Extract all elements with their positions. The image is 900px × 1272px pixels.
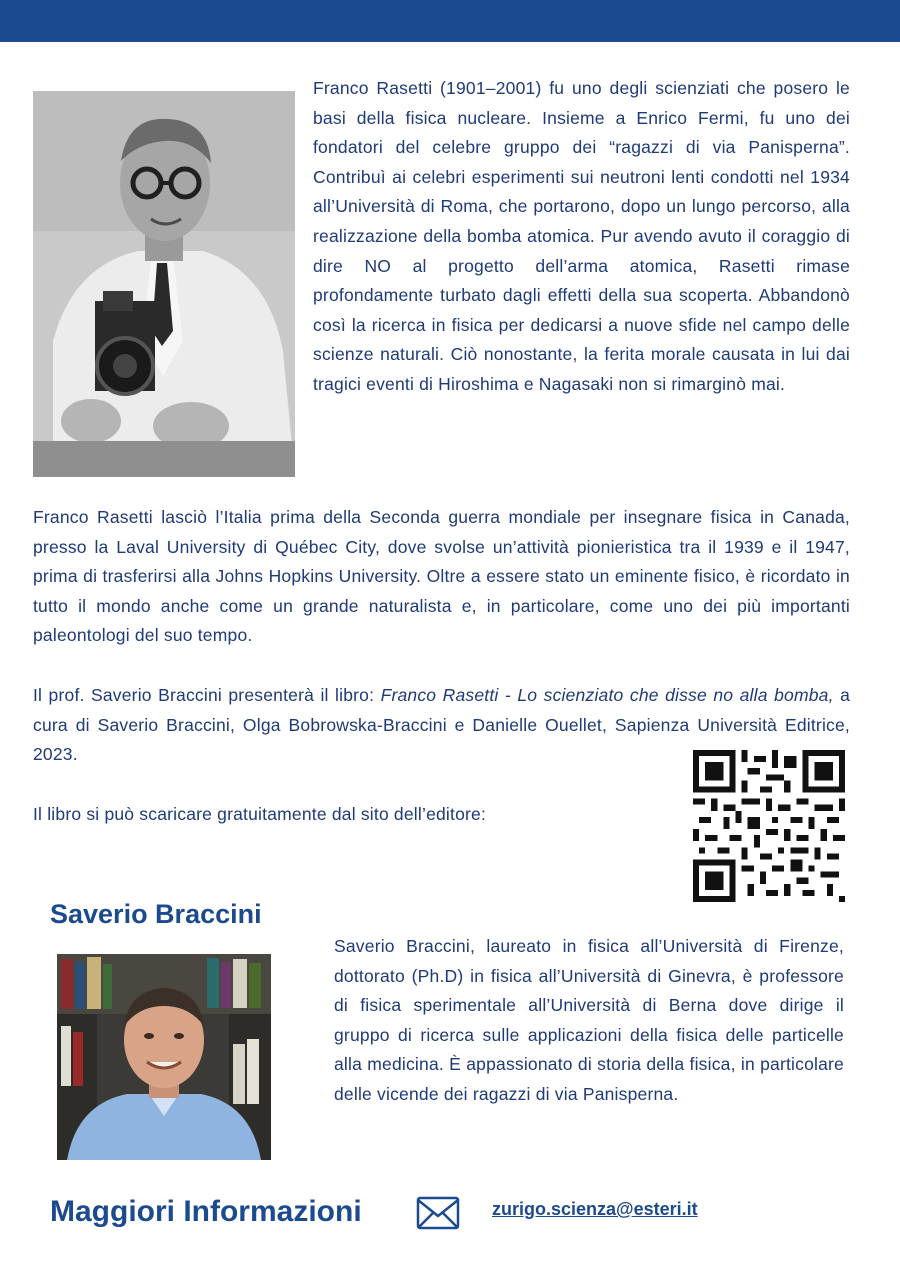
envelope-icon [416, 1196, 460, 1230]
qr-code[interactable] [693, 750, 845, 902]
intro-paragraph: Franco Rasetti (1901–2001) fu uno degli scienziati che posero le basi della fisica nucleare. Insieme a Enrico Fermi, fu uno dei fondatori del celebre gruppo dei “ragazzi di via Panisperna”. Contribuì ai celebri esperimenti sui neutroni lenti condotti nel 1934 all’Università di Roma, che portarono, dopo un lungo percorso, alla realizzazione della bomba atomica. Pur avendo avuto il coraggio di dire NO al progetto dell’arma atomica, Rasetti rimase profondamente turbato dagli effetti della sua scoperta. Abbandonò così la ricerca in fisica per dedicarsi a nuove sfide nel campo delle scienze naturali. Ciò nonostante, la ferita morale causata in lui dai tragici eventi di Hiroshima e Nagasaki non si rimarginò mai. [313, 78, 850, 394]
speaker-bio: Saverio Braccini, laureato in fisica all’Università di Firenze, dottorato (Ph.D) in fisica all’Università di Ginevra, è professore di fisica sperimentale all’Università di Berna dove dirige il gruppo di ricerca sulle applicazioni della fisica delle particelle alla medicina. È appassionato di storia della fisica, in particolare delle vicende dei ragazzi di via Panisperna. [334, 936, 844, 1104]
book-title: Franco Rasetti - Lo scienziato che disse no alla bomba, [380, 685, 834, 705]
rasetti-career-paragraph: Franco Rasetti lasciò l’Italia prima della Seconda guerra mondiale per insegnare fisica in Canada, presso la Laval University di Québec City, dove svolse un’attività pionieristica tra il 1939 e il 1947, prima di trasferirsi alla Johns Hopkins University. Oltre a essere stato un eminente fisico, è ricordato in tutto il mondo anche come un grande naturalista e, in particolare, come uno dei più importanti paleontologi del suo tempo. [33, 507, 850, 646]
presentation-prefix: Il prof. Saverio Braccini presenterà il libro: [33, 685, 381, 705]
presentation-suffix: a cura di Saverio Braccini, Olga Bobrowska-Braccini e Danielle Ouellet, Sapienza Università Editrice, 2023. [33, 685, 850, 765]
braccini-photo [57, 954, 271, 1160]
speaker-name: Saverio Braccini [50, 899, 262, 929]
more-info-heading: Maggiori Informazioni [50, 1195, 362, 1228]
email-link[interactable]: zurigo.scienza@esteri.it [492, 1199, 698, 1219]
download-text: Il libro si può scaricare gratuitamente dal sito dell’editore: [33, 804, 487, 824]
top-banner [0, 0, 900, 42]
rasetti-photo [33, 91, 295, 477]
